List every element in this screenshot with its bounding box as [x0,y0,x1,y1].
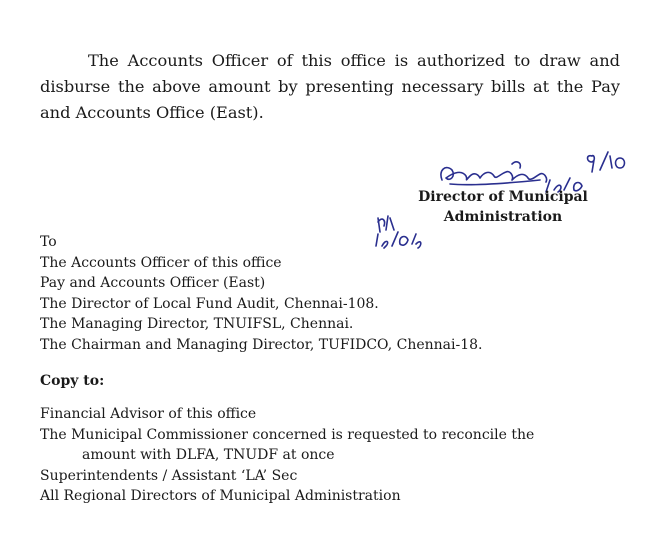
designation-line-1: Director of Municipal [418,189,588,205]
designation-line-2: Administration [443,209,563,225]
recipients-list [40,232,640,355]
signatory-designation [393,187,613,227]
body-paragraph [40,48,620,126]
copy-to-item: The Municipal Commissioner concerned is requested to reconcile the [40,426,535,443]
recipient-item: The Director of Local Fund Audit, Chennai-108. [40,295,379,312]
copy-to-item: All Regional Directors of Municipal Administration [40,488,401,504]
copy-to-item: Financial Advisor of this office [40,406,257,422]
copy-to-heading: Copy to: [40,373,105,389]
recipients-heading: To [40,234,57,250]
recipient-item: Pay and Accounts Officer (East) [40,275,266,291]
recipient-item: The Managing Director, TNUIFSL, Chennai. [40,316,354,332]
copy-to-item: Superintendents / Assistant ‘LA’ Sec [40,467,298,484]
copy-to-list [40,404,640,507]
recipient-item: The Chairman and Managing Director, TUFIDCO, Chennai-18. [40,336,483,353]
recipient-item: The Accounts Officer of this office [40,254,282,271]
body-paragraph-text: The Accounts Officer of this office is authorized to draw and disburse the above amount by presenting necessary bills at the Pay and Accounts Office (East). [40,51,620,122]
copy-to-item-continuation: amount with DLFA, TNUDF at once [82,447,335,463]
